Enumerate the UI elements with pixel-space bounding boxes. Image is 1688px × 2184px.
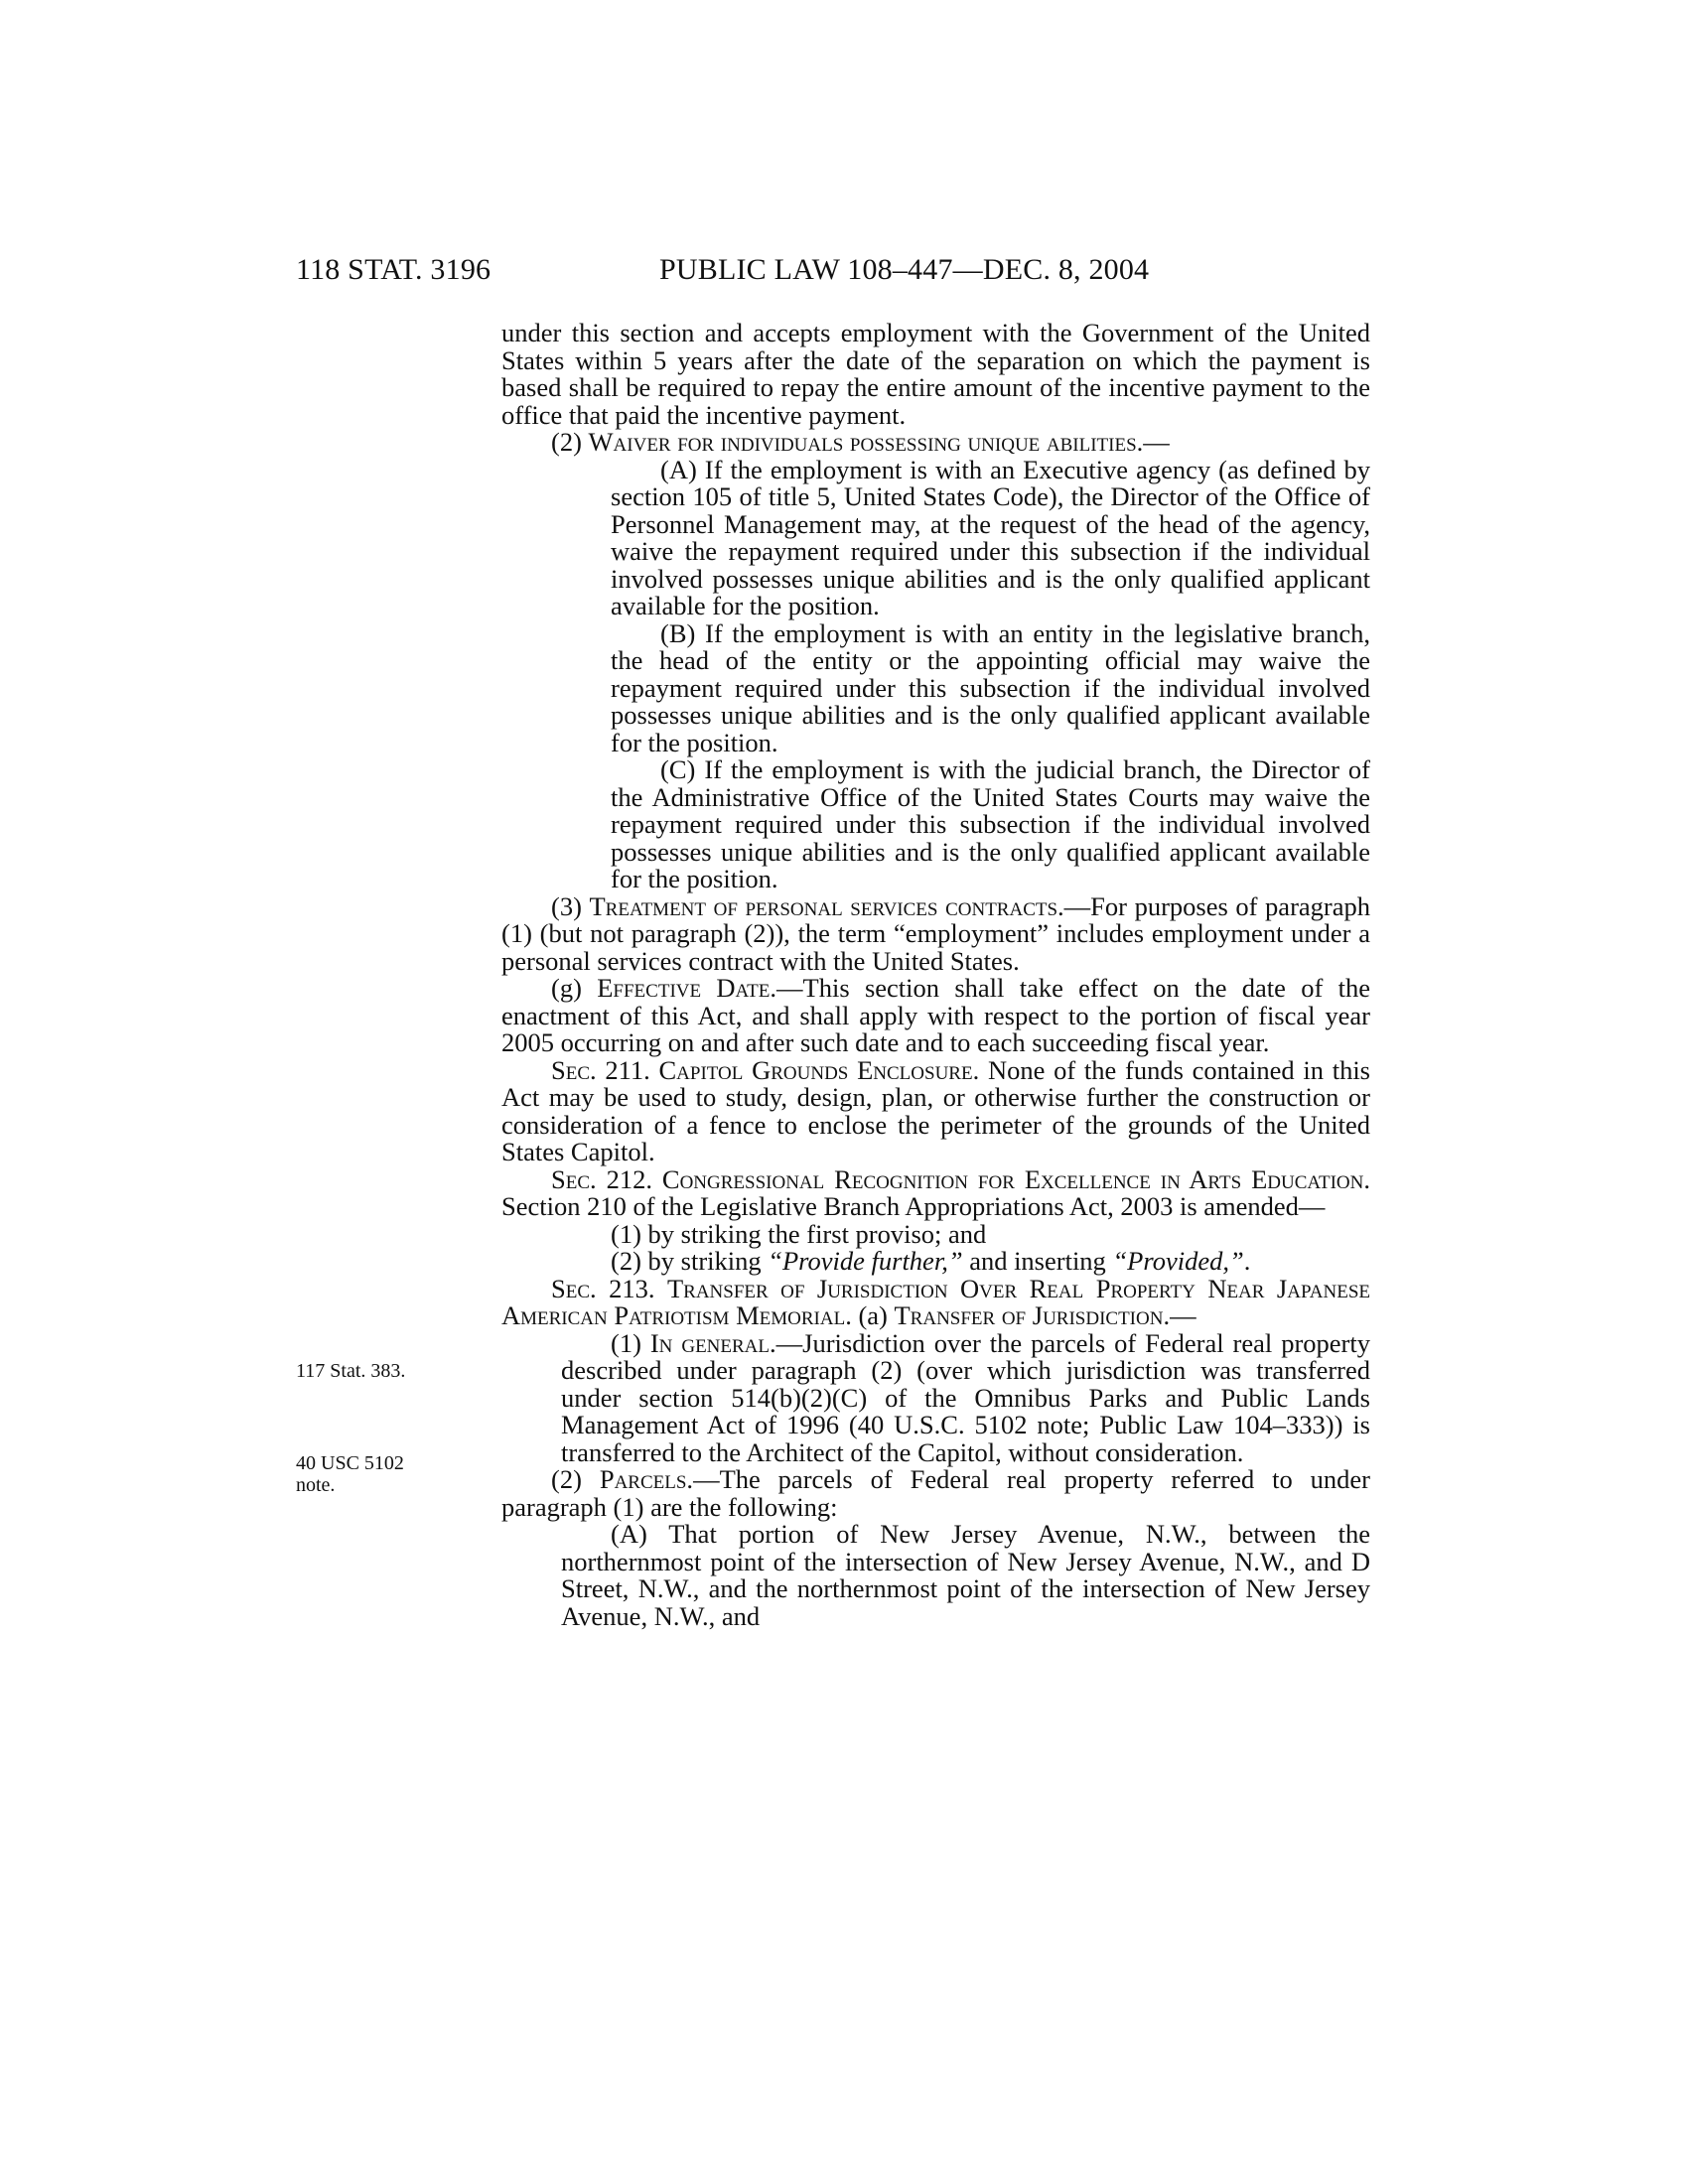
subsection-number: (g): [551, 973, 582, 1003]
paragraph-3-personal-services: [501, 890, 1370, 976]
margin-note-line: 40 USC 5102: [296, 1452, 404, 1474]
section-heading: Congressional Recognition for Excellence in Arts Education.: [661, 1163, 1370, 1194]
item-text: .: [1243, 1246, 1251, 1276]
section-213-paragraph-1: [501, 1327, 1370, 1467]
paragraph-number: (2): [551, 427, 582, 457]
section-212: [501, 1163, 1370, 1221]
subsection-number: (a): [858, 1300, 888, 1330]
subparagraph-b: (B) If the employment is with an entity in the legislative branch, the head of the entity or the appointing official may waive the repayment required under this subsection if the individual involved possesses unique abilities and is the only qualified applicant available for the position.: [611, 617, 1370, 757]
paragraph-heading: Waiver for individuals possessing unique abilities.: [588, 427, 1144, 457]
subparagraph-c: (C) If the employment is with the judicial branch, the Director of the Administrative Office of the United States Courts may waive the repayment required under this subsection if the individual involved possesses unique abilities and is the only qualified applicant available for the position.: [611, 754, 1370, 893]
paragraph-heading: In general.: [649, 1327, 776, 1358]
subsection-g-effective-date: [501, 975, 1370, 1057]
paragraph-2-waiver: [501, 429, 1370, 457]
italic-quote: “Provided,”: [1112, 1246, 1244, 1276]
section-heading: Capitol Grounds Enclosure.: [658, 1054, 980, 1085]
section-213-subparagraph-a: (A) That portion of New Jersey Avenue, N.W., between the northernmost point of the intersection of New Jersey Avenue, N.W., and D Street, N.W., and the northernmost point of the intersection of New Jersey Avenue, N.W., and: [561, 1519, 1370, 1631]
margin-note-usc-reference: [296, 1452, 465, 1496]
em-dash: —: [1143, 427, 1170, 457]
item-text: and inserting: [962, 1246, 1113, 1276]
subsection-heading: Transfer of Jurisdiction.: [894, 1300, 1171, 1330]
stat-page-number: 118 STAT. 3196: [296, 253, 492, 286]
paragraph-number: (2): [551, 1464, 582, 1494]
section-211: [501, 1054, 1370, 1166]
section-212-item-1: (1) by striking the first proviso; and: [611, 1218, 987, 1249]
margin-note-text: 117 Stat. 383.: [296, 1360, 406, 1382]
document-body: [501, 320, 1370, 1630]
law-title: PUBLIC LAW 108–447—DEC. 8, 2004: [659, 253, 1150, 286]
paragraph-heading: Parcels.: [599, 1464, 694, 1494]
paragraph-number: (1): [611, 1327, 641, 1358]
paragraph-text: —The parcels of Federal real property referred to under paragraph (1) are the following:: [501, 1464, 1371, 1522]
section-212-item-2: [501, 1248, 1370, 1276]
section-label: Sec. 213.: [551, 1273, 655, 1303]
section-213-paragraph-2: [501, 1466, 1370, 1521]
section-heading: Transfer of Jurisdiction Over Real Property Near Japanese American Patriotism Memorial.: [501, 1273, 1370, 1330]
item-text: (2) by striking: [611, 1246, 769, 1276]
paragraph-number: (3): [551, 890, 582, 921]
paragraph-continuation: under this section and accepts employment with the Government of the United States within 5 years after the date of the separation on which the payment is based shall be required to repay the entire amount of the incentive payment to the office that paid the incentive payment.: [501, 318, 1370, 430]
paragraph-heading: Treatment of personal services contracts.: [589, 890, 1064, 921]
section-text: None of the funds contained in this Act may be used to study, design, plan, or otherwise further the construction or consideration of a fence to enclose the perimeter of the grounds of the United States Capitol.: [501, 1054, 1370, 1166]
margin-note-line: note.: [296, 1474, 336, 1496]
subsection-text: —This section shall take effect on the date of the enactment of this Act, and shall apply with respect to the portion of fiscal year 2005 occurring on and after such date and to each succeeding fiscal year.: [501, 973, 1371, 1057]
subsection-heading: Effective Date.: [597, 973, 777, 1003]
section-213: [501, 1273, 1370, 1330]
subparagraph-a: (A) If the employment is with an Executive agency (as defined by section 105 of title 5, United States Code), the Director of the Office of Personnel Management may, at the request of the head of the agency, waive the repayment required under this subsection if the individual involved possesses unique abilities and is the only qualified applicant available for the position.: [611, 454, 1370, 620]
running-header: [296, 250, 1370, 290]
section-label: Sec. 212.: [551, 1163, 652, 1194]
section-label: Sec. 211.: [551, 1054, 650, 1085]
paragraph-text: —Jurisdiction over the parcels of Federal real property described under paragraph (2) (over which jurisdiction was transferred under section 514(b)(2)(C) of the Omnibus Parks and Public Lands Management Act of 1996 (40 U.S.C. 5102 note; Public Law 104–333)) is transferred to the Architect of the Capitol, without consideration.: [561, 1327, 1370, 1467]
paragraph-text: —For purposes of paragraph (1) (but not paragraph (2)), the term “employment” includes employment under a personal services contract with the United States.: [501, 890, 1370, 976]
italic-quote: “Provide further,”: [768, 1246, 963, 1276]
section-text: Section 210 of the Legislative Branch Appropriations Act, 2003 is amended—: [501, 1191, 1326, 1221]
margin-note-stat-reference: [296, 1360, 465, 1382]
em-dash: —: [1170, 1300, 1196, 1330]
